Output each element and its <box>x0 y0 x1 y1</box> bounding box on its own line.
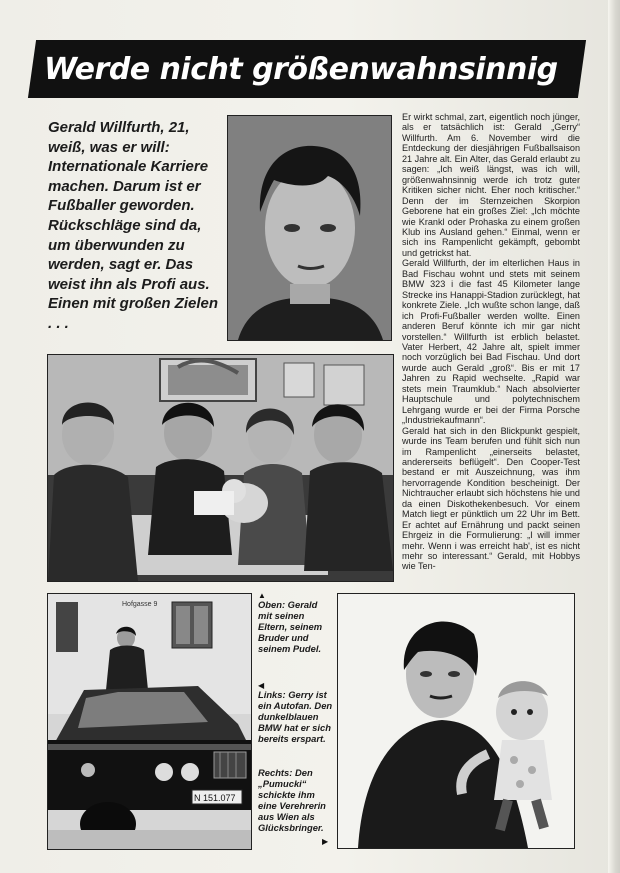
page-title: Werde nicht größenwahnsinnig <box>44 52 558 87</box>
license-plate: N 151.077 <box>194 793 236 803</box>
caption-up-arrow-icon: ▲ <box>258 591 266 600</box>
intro-paragraph: Gerald Willfurth, 21, weiß, was er will: Internationale Karriere machen. Darum ist er Fußballer geworden. Rückschläge sind da, um überwunden zu werden, sagt er. Das weist ihn als Profi aus. Einen mit großen Zielen . . . <box>48 119 219 332</box>
pumucki-photo <box>337 593 575 849</box>
caption-right-arrow-icon: ▶ <box>322 837 329 846</box>
caption-family: Oben: Gerald mit seinen Eltern, seinem Bruder und seinem Pudel. <box>258 599 323 654</box>
caption-left-arrow-icon: ◀ <box>258 681 265 690</box>
family-photo <box>47 354 394 582</box>
article-text <box>402 112 580 590</box>
intro-text <box>48 118 220 334</box>
article-paragraph-3: Gerald hat sich in den Blickpunkt gespielt, wurde ins Team berufen und fühlt sich nun im Rampenlicht „einerseits belastet, andererseits beflügelt“. Den Cooper-Test bestand er mit Auszeichnung, was ihm hervorragende Kondition bescheinigt. Der Nichtraucher erlaubt sich höchstens hie und da einen Diskothekenbesuch. Vor einem Match liegt er pünktlich um 22 Uhr im Bett. Er achtet auf Ernährung und packt seinen Ehrgeiz in die Formulierung: „I will immer mehr. Wenn i was erreicht hab', ist es nicht mehr so interessant.“ Gerald, mit Hobbys wie Ten- <box>402 425 580 572</box>
caption-car: Links: Gerry ist ein Autofan. Den dunkelblauen BMW hat er sich bereits erspart. <box>258 689 333 744</box>
article-paragraph-2: Gerald Willfurth, der im elterlichen Haus in Bad Fischau wohnt und stets mit seinem BMW 323 i die fast 45 Kilometer lange Strecke ins Hanappi-Stadion zurücklegt, hat konkrete Ziele. „Ich wußte schon lange, daß ich Profi-Fußballer werden wollte. Einen anderen Beruf könnte ich mir gar nicht vorstellen.“ Willfurth ist erblich belastet. Vater Herbert, 42 Jahre alt, spielt immer noch vorzüglich bei Bad Fischau. Und dort wurde auch Gerald „groß“. Bis er mit 17 Jahren zu Rapid wechselte. „Rapid war stets mein Traumklub.“ Nach absolvierter Hauptschule und polytechnischem Lehrgang wurde er bei der Firma Porsche „Industriekaufmann“. <box>402 258 580 426</box>
page-edge <box>608 0 620 873</box>
house-number: Hofgasse 9 <box>122 601 158 608</box>
car-photo <box>47 593 252 850</box>
portrait-photo <box>227 115 392 341</box>
caption-pudel: Rechts: Den „Pumucki“ schickte ihm eine Verehrerin aus Wien als Glücksbringer. <box>258 767 326 833</box>
article-paragraph-1: Er wirkt schmal, zart, eigentlich noch jünger, als er tatsächlich ist: Gerald „Gerry“ Willfurth. Am 6. November wird die Entdeckung der diesjährigen Fußballsaison 21 Jahre alt. Ein Alter, das Gerald erlaubt zu sagen: „Ich weiß längst, was ich will, größenwahnsinnig werde ich trotz guter Kritiken sicher nicht. Eher noch kritischer.“ Denn der im Sternzeichen Skorpion Geborene hat ein großes Ziel: „Ich möchte wie Krankl oder Prohaska zu einem großen Klub ins Ausland gehen.“ Einmal, wenn er sich ins Rampenlicht gekämpft, gebombt und getrickst hat. <box>402 112 580 258</box>
